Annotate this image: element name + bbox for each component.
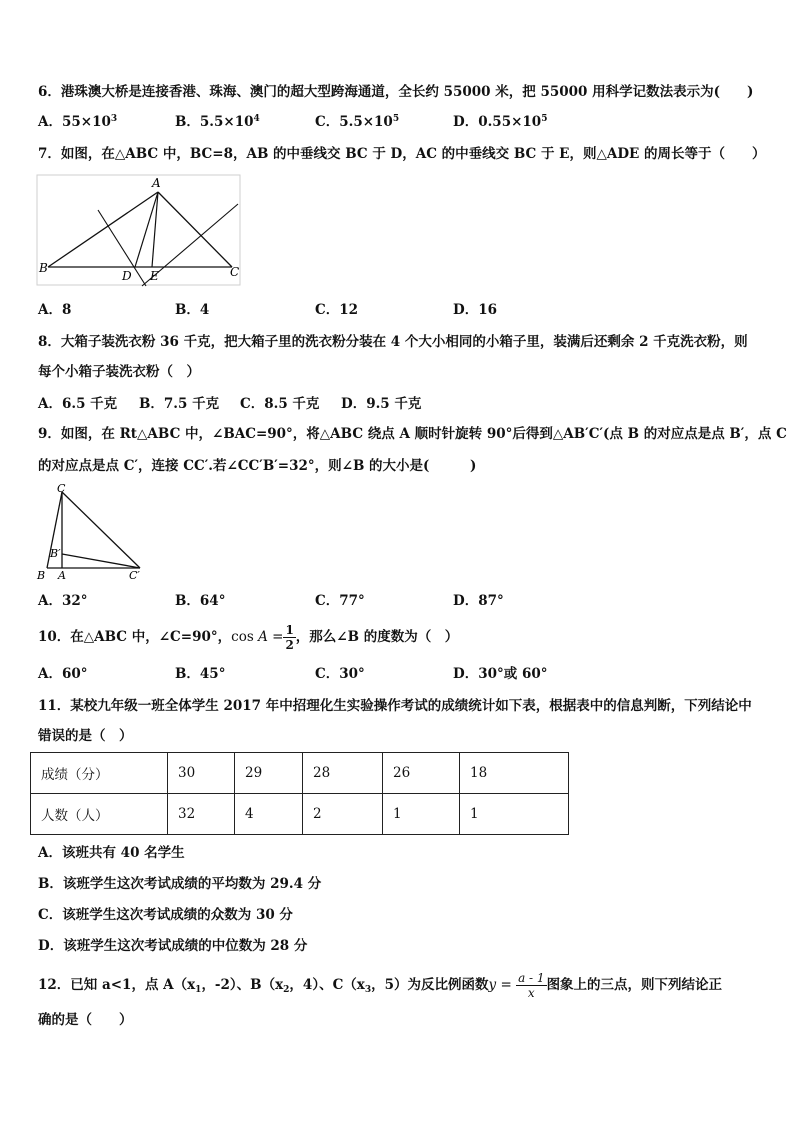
- q8-option-a[interactable]: A．6.5 千克: [38, 396, 118, 412]
- q7-label-e: E: [150, 269, 159, 283]
- table-row: [31, 753, 569, 794]
- q6-option-d[interactable]: D．$0.55\times 10^5$: [453, 114, 548, 130]
- q11-stem-line2: 错误的是（ ）: [38, 728, 133, 744]
- q9-label-c: C: [57, 482, 66, 495]
- q9-option-d[interactable]: D．87°: [453, 593, 504, 609]
- q9-option-c[interactable]: C．77°: [315, 593, 365, 609]
- q9-label-c-prime: C′: [129, 569, 140, 582]
- q8-option-c[interactable]: C．8.5 千克: [240, 396, 320, 412]
- q9-label-b: B: [37, 569, 46, 582]
- q6-stem: 6．港珠澳大桥是连接香港、珠海、澳门的超大型跨海通道，全长约 55000 米，把 55000 用科学记数法表示为( ): [38, 84, 754, 100]
- table-cell: 1: [460, 794, 569, 835]
- q8-stem-line2: 每个小箱子装洗衣粉（ ）: [38, 364, 200, 380]
- q10-fraction: $\frac{1}{2}$: [285, 623, 294, 652]
- q10-option-c[interactable]: C．30°: [315, 666, 365, 682]
- q7-label-d: D: [122, 269, 132, 283]
- q12-fraction: $\frac{a - 1}{x}$: [518, 971, 545, 1000]
- q6-option-b[interactable]: B．$5.5\times 10^4$: [175, 114, 260, 130]
- q7-option-a[interactable]: A．8: [38, 302, 72, 318]
- q8-option-d[interactable]: D．9.5 千克: [341, 396, 422, 412]
- q7-figure-frame: [37, 175, 240, 285]
- table-cell: 26: [383, 753, 460, 794]
- q9-option-a[interactable]: A．32°: [38, 593, 88, 609]
- table-cell: 28: [303, 753, 383, 794]
- table-row: [31, 794, 569, 835]
- q9-label-a: A: [58, 569, 66, 582]
- q7-option-b[interactable]: B．4: [175, 302, 210, 318]
- q10-stem: 10．在△ABC 中，∠C=90°，cos A = $\frac{1}{2}$ ，那么∠B 的度数为（ ）: [38, 623, 459, 652]
- q10-option-b[interactable]: B．45°: [175, 666, 226, 682]
- table-cell: 1: [383, 794, 460, 835]
- q9-label-b-prime: B′: [50, 547, 61, 560]
- table-cell: 29: [235, 753, 303, 794]
- table-cell: 2: [303, 794, 383, 835]
- table-cell: 32: [168, 794, 235, 835]
- q7-option-c[interactable]: C．12: [315, 302, 359, 318]
- q7-option-d[interactable]: D．16: [453, 302, 497, 318]
- q7-label-b: B: [39, 261, 48, 275]
- q7-stem: 7．如图，在△ABC 中，BC=8，AB 的中垂线交 BC 于 D，AC 的中垂线交 BC 于 E，则△ADE 的周长等于（ ）: [38, 146, 766, 162]
- q11-option-c[interactable]: C．该班学生这次考试成绩的众数为 30 分: [38, 907, 293, 923]
- table-cell: 30: [168, 753, 235, 794]
- q7-label-c: C: [230, 265, 240, 279]
- q9-stem-line1: 9．如图，在 Rt△ABC 中，∠BAC=90°，将△ABC 绕点 A 顺时针旋转 90°后得到△AB′C′(点 B 的对应点是点 B′，点 C: [38, 426, 787, 442]
- q11-option-b[interactable]: B．该班学生这次考试成绩的平均数为 29.4 分: [38, 876, 322, 892]
- q7-segment-ab: [48, 192, 158, 267]
- q9-option-b[interactable]: B．64°: [175, 593, 226, 609]
- q10-cos-a: cos A =: [231, 629, 284, 645]
- q12-function: y = $\frac{a - 1}{x}$: [488, 971, 545, 1000]
- table-cell: 人数（人）: [31, 794, 168, 835]
- q11-option-d[interactable]: D．该班学生这次考试成绩的中位数为 28 分: [38, 938, 308, 954]
- q12-stem-line2: 确的是（ ）: [38, 1012, 133, 1028]
- table-cell: 18: [460, 753, 569, 794]
- q7-segment-ac: [158, 192, 232, 267]
- q7-label-a: A: [152, 176, 161, 190]
- q7-triangle-figure: [36, 174, 242, 288]
- q9-stem-line2: 的对应点是点 C′，连接 CC′.若∠CC′B′=32°，则∠B 的大小是( ): [38, 458, 477, 474]
- q10-option-a[interactable]: A．60°: [38, 666, 88, 682]
- table-cell: 4: [235, 794, 303, 835]
- q6-option-a[interactable]: A．$55\times 10^3$: [38, 114, 118, 130]
- q10-option-d[interactable]: D．30°或 60°: [453, 666, 548, 682]
- q9-rotation-figure: [34, 482, 146, 582]
- q11-option-a[interactable]: A．该班共有 40 名学生: [38, 845, 185, 861]
- q11-stem-line1: 11．某校九年级一班全体学生 2017 年中招理化生实验操作考试的成绩统计如下表，根据表中的信息判断，下列结论中: [38, 698, 752, 714]
- q6-option-c[interactable]: C．$5.5\times 10^5$: [315, 114, 400, 130]
- q8-stem-line1: 8．大箱子装洗衣粉 36 千克，把大箱子里的洗衣粉分装在 4 个大小相同的小箱子里，装满后还剩余 2 千克洗衣粉，则: [38, 334, 748, 350]
- q11-score-table: [30, 752, 569, 835]
- q8-option-b[interactable]: B．7.5 千克: [139, 396, 220, 412]
- table-cell: 成绩（分）: [31, 753, 168, 794]
- q12-stem-line1: 12．已知 a<1，点 $A(x_1$，-2）、$B(x_2$，4）、$C(x_3$，5）为反比例函数y = $\frac{a - 1}{x}$ 图象上的三点，则下列结论正: [38, 971, 723, 1000]
